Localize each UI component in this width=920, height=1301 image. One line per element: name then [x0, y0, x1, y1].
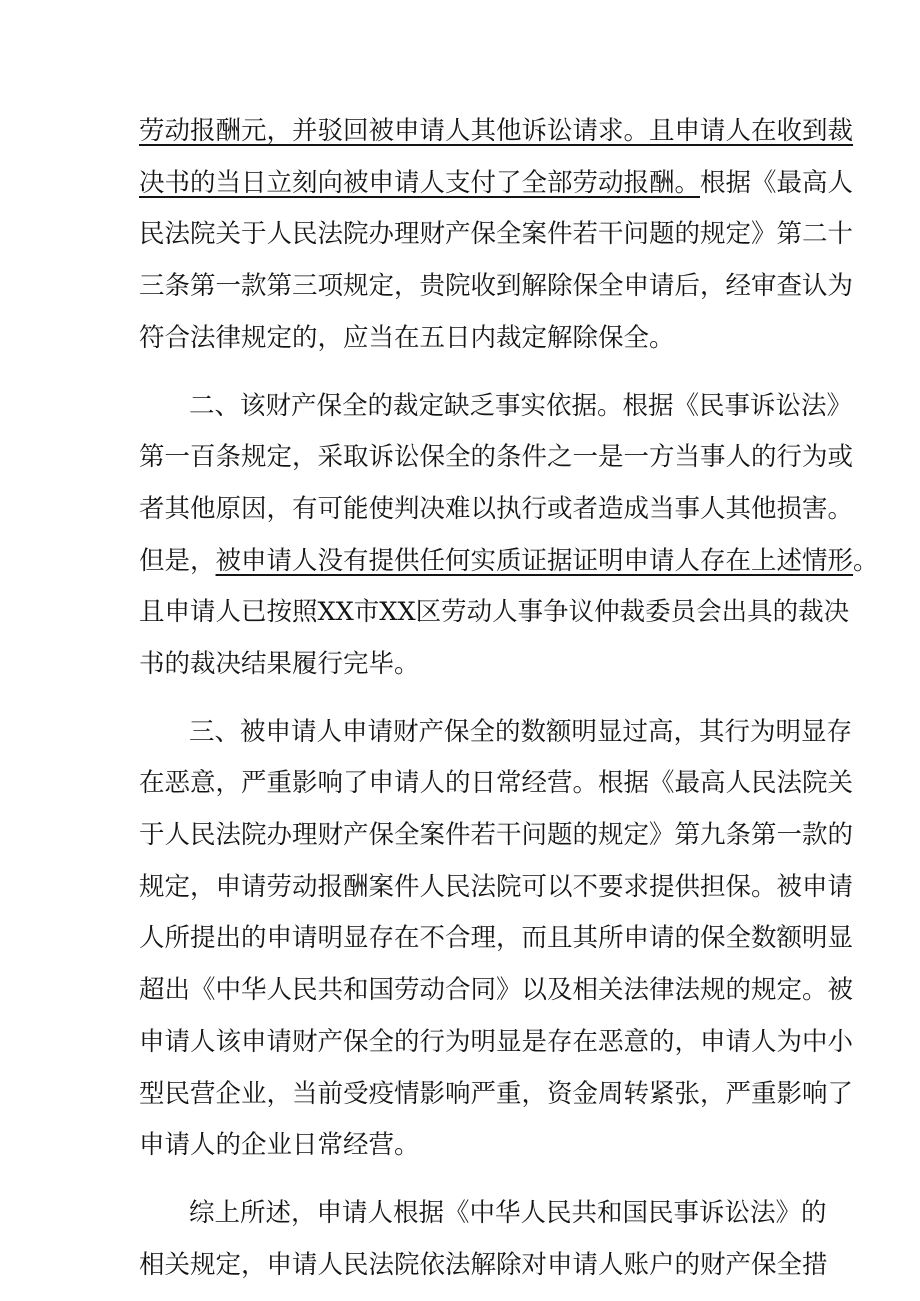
- text-run: 根据《最高人: [700, 168, 854, 198]
- underlined-text: 被申请人没有提供任何实质证据证明申请人存在上述情形: [215, 546, 854, 576]
- paragraph-3-line-4: 规定，申请劳动报酬案件人民法院可以不要求提供担保。被申请: [139, 872, 854, 902]
- paragraph-2-line-5: 且申请人已按照XX市XX区劳动人事争议仲裁委员会出具的裁决: [139, 597, 850, 627]
- paragraph-4-line-1: 综上所述，申请人根据《中华人民共和国民事诉讼法》的: [189, 1198, 827, 1228]
- underlined-text: 决书的当日立刻向被申请人支付了全部劳动报酬。: [139, 168, 701, 198]
- underlined-text: 且申请人在收到裁: [649, 116, 854, 146]
- underlined-text: 劳动报酬元，并驳回被申请人其他诉讼请求。: [139, 116, 650, 146]
- paragraph-2-line-4: [139, 546, 879, 576]
- paragraph-1-line-3: 民法院关于人民法院办理财产保全案件若干问题的规定》第二十: [139, 219, 854, 249]
- paragraph-3-line-7: 申请人该申请财产保全的行为明显是存在恶意的，申请人为中小: [139, 1027, 854, 1057]
- paragraph-1-line-2: [139, 168, 854, 198]
- paragraph-2-line-6: 书的裁决结果履行完毕。: [139, 649, 420, 679]
- paragraph-2-line-3: 者其他原因，有可能使判决难以执行或者造成当事人其他损害。: [139, 494, 854, 524]
- paragraph-3-line-1: 三、被申请人申请财产保全的数额明显过高，其行为明显存: [189, 717, 853, 747]
- paragraph-4-line-2: 相关规定，申请人民法院依法解除对申请人账户的财产保全措: [139, 1250, 828, 1280]
- paragraph-1-line-1: [139, 116, 854, 146]
- text-run: 但是，: [139, 546, 216, 576]
- paragraph-1-line-5: 符合法律规定的，应当在五日内裁定解除保全。: [139, 323, 675, 353]
- paragraph-3-line-6: 超出《中华人民共和国劳动合同》以及相关法律法规的规定。被: [139, 975, 854, 1005]
- paragraph-3-line-2: 在恶意，严重影响了申请人的日常经营。根据《最高人民法院关: [139, 768, 854, 798]
- paragraph-1-line-4: 三条第一款第三项规定，贵院收到解除保全申请后，经审查认为: [139, 271, 854, 301]
- paragraph-2-line-2: 第一百条规定，采取诉讼保全的条件之一是一方当事人的行为或: [139, 442, 854, 472]
- paragraph-3-line-3: 于人民法院办理财产保全案件若干问题的规定》第九条第一款的: [139, 820, 854, 850]
- paragraph-2-line-1: 二、该财产保全的裁定缺乏事实依据。根据《民事诉讼法》: [189, 391, 853, 421]
- text-run: 。: [853, 546, 879, 576]
- paragraph-3-line-9: 申请人的企业日常经营。: [139, 1130, 420, 1160]
- paragraph-3-line-5: 人所提出的申请明显存在不合理，而且其所申请的保全数额明显: [139, 923, 854, 953]
- paragraph-3-line-8: 型民营企业，当前受疫情影响严重，资金周转紧张，严重影响了: [139, 1079, 854, 1109]
